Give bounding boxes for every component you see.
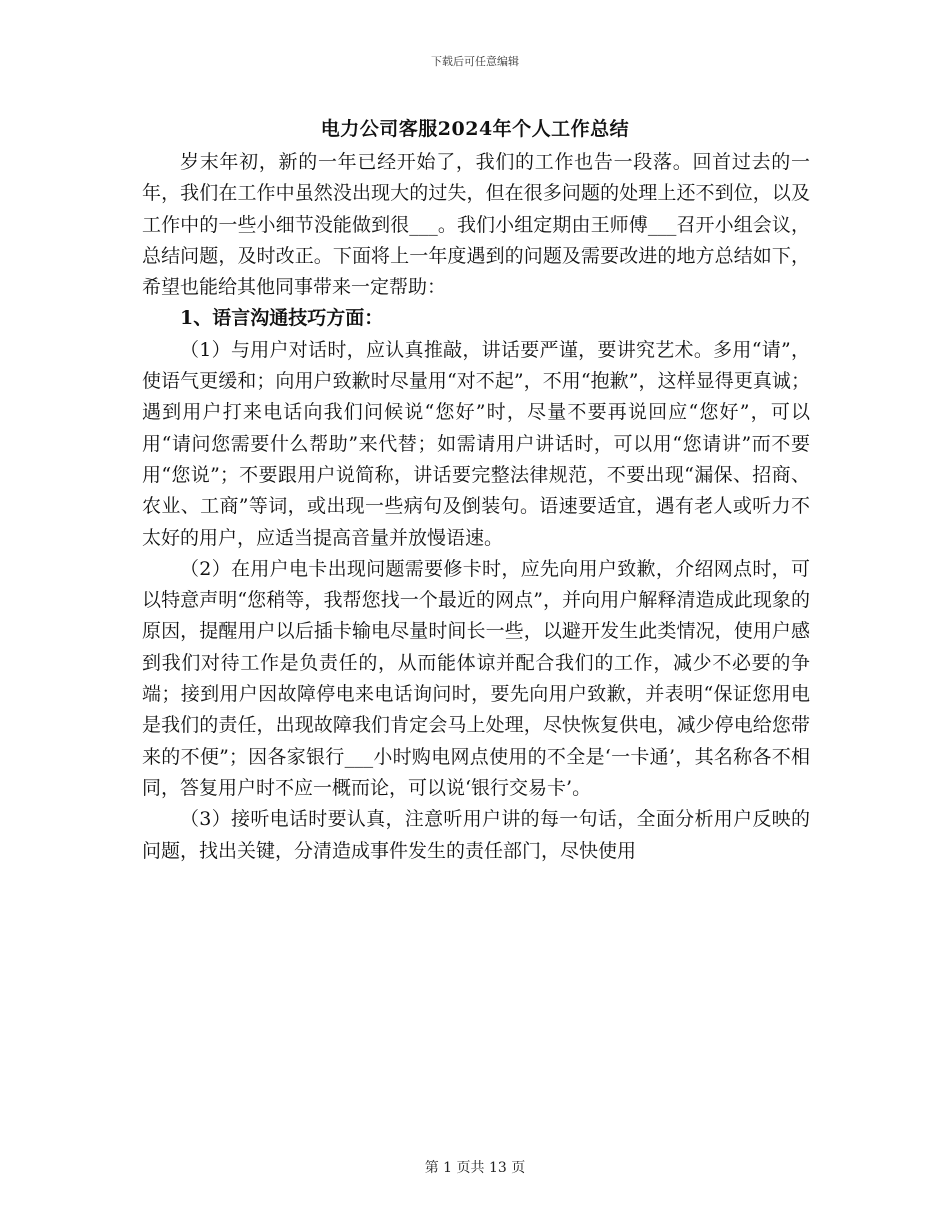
header-note: 下载后可任意编辑: [431, 55, 519, 68]
document-title: 电力公司客服2024年个人工作总结: [320, 118, 630, 140]
section-heading: 1、语言沟通技巧方面：: [180, 307, 384, 330]
body-paragraph: （2）在用户电卡出现问题需要修卡时，应先向用户致歉，介绍网点时，可以特意声明“您稍等，我帮您找一个最近的网点”，并向用户解释清造成此现象的原因，提醒用户以后插卡输电尽量时间长一些，以避开发生此类情况，使用户感到我们对待工作是负责任的，从而能体谅并配合我们的工作，减少不必要的争端；接到用户因故障停电来电话询问时，要先向用户致歉，并表明“保证您用电是我们的责任，出现故障我们肯定会马上处理，尽快恢复供电，减少停电给您带来的不便”；因各家银行___小时购电网点使用的不全是‘一卡通’，其名称各不相同，答复用户时不应一概而论，可以说‘银行交易卡’。: [142, 557, 810, 799]
intro-paragraph: 岁末年初，新的一年已经开始了，我们的工作也告一段落。回首过去的一年，我们在工作中虽然没出现大的过失，但在很多问题的处理上还不到位，以及工作中的一些小细节没能做到很___。我们小组定期由王师傅___召开小组会议，总结问题，及时改正。下面将上一年度遇到的问题及需要改进的地方总结如下，希望也能给其他同事带来一定帮助：: [142, 151, 810, 299]
page-footer: 第 1 页共 13 页: [424, 1160, 526, 1176]
body-paragraph: （3）接听电话时要认真，注意听用户讲的每一句话，全面分析用户反映的问题，找出关键，分清造成事件发生的责任部门，尽快使用: [142, 808, 810, 862]
body-paragraph: （1）与用户对话时，应认真推敲，讲话要严谨，要讲究艺术。多用“请”，使语气更缓和；向用户致歉时尽量用“对不起”，不用“抱歉”，这样显得更真诚；遇到用户打来电话向我们问候说“您好”时，尽量不要再说回应“您好”，可以用“请问您需要什么帮助”来代替；如需请用户讲话时，可以用“您请讲”而不要用“您说”；不要跟用户说简称，讲话要完整法律规范，不要出现“漏保、招商、农业、工商”等词，或出现一些病句及倒装句。语速要适宜，遇有老人或听力不太好的用户，应适当提高音量并放慢语速。: [142, 338, 810, 549]
document-body: [142, 147, 810, 867]
